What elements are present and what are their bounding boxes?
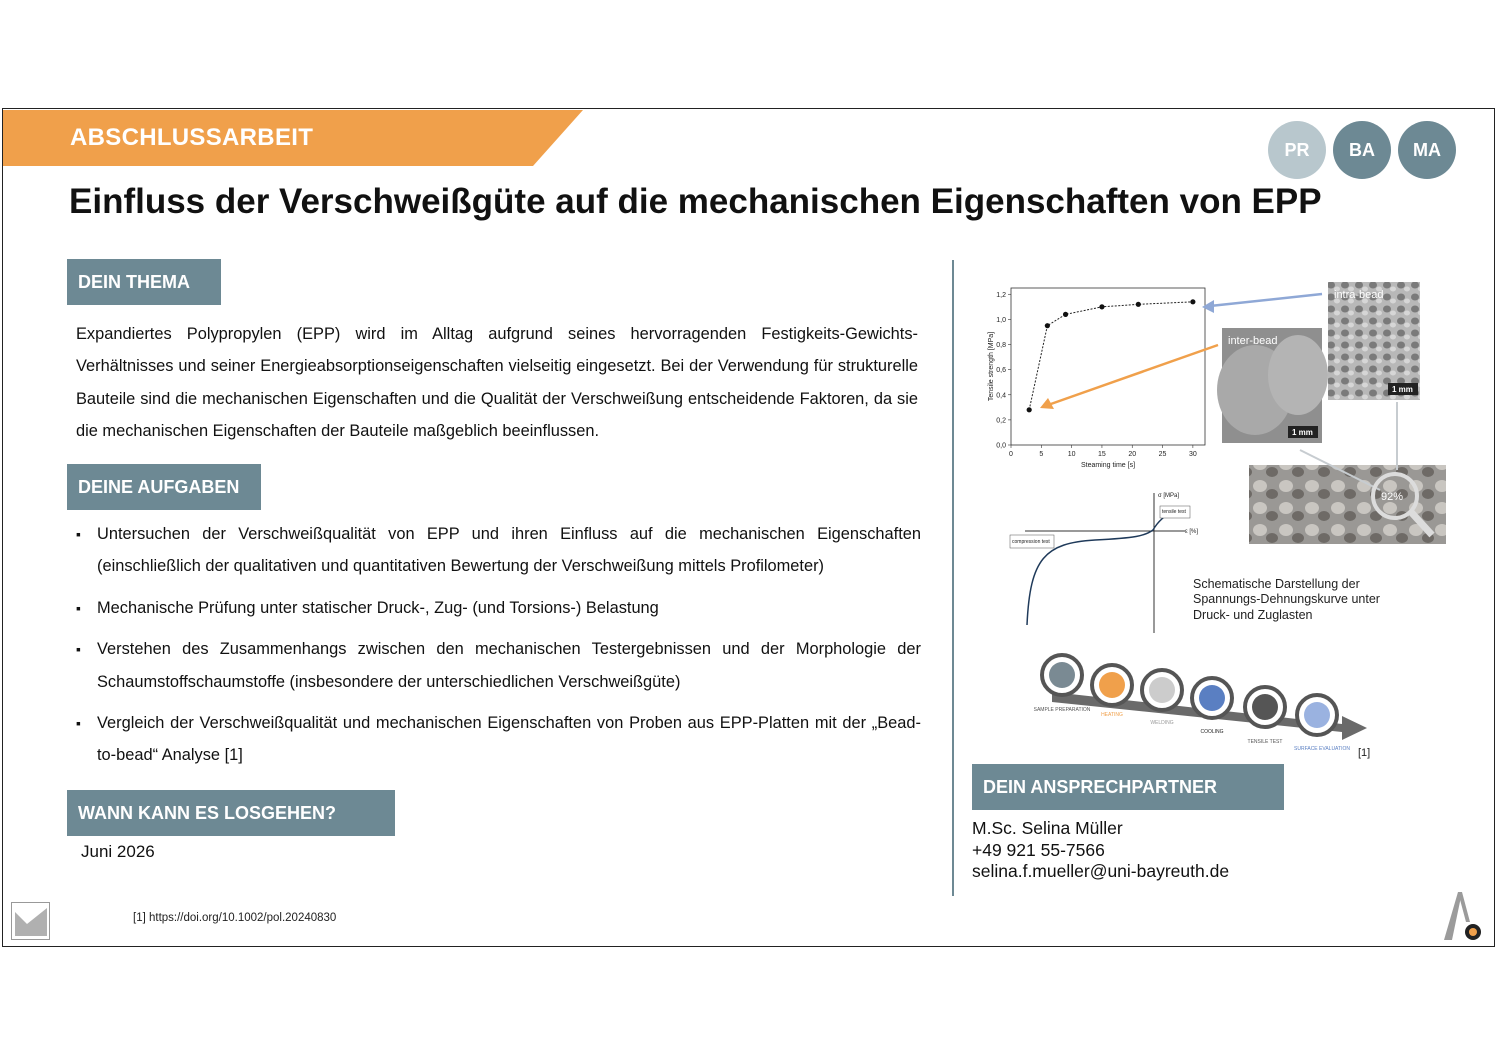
start-date: Juni 2026 xyxy=(81,842,155,861)
contact-email[interactable]: selina.f.mueller@uni-bayreuth.de xyxy=(972,861,1230,881)
process-step-label: COOLING xyxy=(1200,729,1224,735)
x-tick-label: 0 xyxy=(1009,451,1013,458)
y-tick-label: 0,4 xyxy=(996,392,1006,400)
section-heading-contact: DEIN ANSPRECHPARTNER xyxy=(972,764,1284,810)
badge-pr: PR xyxy=(1268,121,1326,179)
task-item: ▪ Mechanische Prüfung unter statischer Druck-, Zug- (und Torsions-) Belastung xyxy=(76,592,921,624)
process-step-label: SURFACE EVALUATION xyxy=(1294,746,1350,750)
footnote-reference: [1] https://doi.org/10.1002/pol.20240830 xyxy=(133,912,337,924)
y-tick-label: 1,2 xyxy=(996,291,1006,299)
stress-strain-caption: Schematische Darstellung der Spannungs-Dehnungskurve unter Druck- und Zuglasten xyxy=(1193,577,1380,622)
y-tick-label: 0,2 xyxy=(996,417,1006,425)
process-step-label: SAMPLE PREPARATION xyxy=(1033,707,1091,713)
section-heading-thema: DEIN THEMA xyxy=(67,259,221,305)
contact-phone: +49 921 55-7566 xyxy=(972,839,1105,860)
thema-paragraph: Expandiertes Polypropylen (EPP) wird im Alltag aufgrund seines hervorragenden Festigkeits-Gewichts-Verhältnisses und seiner Energieabsorptionseigenschaften vielseitig eingesetzt. Bei der Verwendung für strukturelle Bauteile sind die mechanischen Eigenschaften und die Qualität der Verschweißung entscheidende Faktoren, da sie die mechanischen Eigenschaften der Bauteile maßgeblich beeinflussen. xyxy=(76,325,918,441)
x-tick-label: 25 xyxy=(1158,451,1167,458)
contact-name: M.Sc. Selina Müller xyxy=(972,818,1123,838)
strain-axis-label: ε [%] xyxy=(1185,529,1199,535)
left-logo-icon xyxy=(11,902,51,940)
x-tick-label: 15 xyxy=(1098,451,1106,458)
section-heading-aufgaben: DEINE AUFGABEN xyxy=(67,464,261,510)
y-tick-label: 0,8 xyxy=(996,342,1006,350)
task-item: ▪ Vergleich der Verschweißqualität und mechanischen Eigenschaften von Proben aus EPP-Platten mit der „Bead-to-bead“ Analyse [1] xyxy=(76,707,921,772)
x-tick-label: 30 xyxy=(1188,451,1197,458)
process-reference: [1] xyxy=(1358,747,1371,759)
x-axis-label: Steaming time [s] xyxy=(1080,462,1136,469)
scale-bar-label: 1 mm xyxy=(1392,385,1413,394)
process-step-label: HEATING xyxy=(1101,712,1123,718)
task-list xyxy=(76,518,921,781)
x-tick-label: 20 xyxy=(1128,451,1137,458)
inter-bead-label: inter-bead xyxy=(1228,335,1278,347)
tensile-test-label: tensile test xyxy=(1162,509,1186,515)
contact-block xyxy=(972,818,1229,883)
compression-test-label: compression test xyxy=(1012,539,1050,545)
section-heading-start: WANN KANN ES LOSGEHEN? xyxy=(67,790,395,836)
task-item: ▪ Verstehen des Zusammenhangs zwischen den mechanischen Testergebnissen und der Morphologie der Schaumstoffschaumstoffe (insbesondere der unterschiedlichen Verschweißgüte) xyxy=(76,633,921,698)
x-tick-label: 10 xyxy=(1067,451,1076,458)
stress-strain-diagram xyxy=(1005,488,1205,638)
stress-axis-label: σ [MPa] xyxy=(1158,493,1180,499)
magnifier-label: 92% xyxy=(1381,491,1404,503)
intra-bead-label: intra-bead xyxy=(1334,289,1384,301)
process-step-label: WELDING xyxy=(1150,720,1174,726)
task-item: ▪ Untersuchen der Verschweißqualität von EPP und ihren Einfluss auf die mechanischen Eigenschaften (einschließlich der qualitativen und quantitativen Bewertung der Verschweißung mittels Profilometer) xyxy=(76,518,921,583)
column-divider xyxy=(952,260,954,896)
page-title: Einfluss der Verschweißgüte auf die mechanischen Eigenschaften von EPP xyxy=(69,182,1322,221)
process-step-label: TENSILE TEST xyxy=(1247,739,1283,745)
x-tick-label: 5 xyxy=(1039,451,1044,458)
y-tick-label: 1,0 xyxy=(996,316,1006,324)
thema-text xyxy=(76,318,918,448)
chair-logo-icon xyxy=(1440,890,1486,942)
banner-label: ABSCHLUSSARBEIT xyxy=(70,124,314,151)
y-axis-label: Tensile strength [MPa] xyxy=(988,331,995,402)
badge-ba: BA xyxy=(1333,121,1391,179)
y-tick-label: 0,6 xyxy=(996,367,1006,375)
process-steps-diagram xyxy=(1032,650,1372,750)
badge-ma: MA xyxy=(1398,121,1456,179)
y-tick-label: 0,0 xyxy=(996,442,1006,450)
scale-bar-label: 1 mm xyxy=(1292,428,1313,437)
annotation-arrows xyxy=(1030,285,1330,415)
